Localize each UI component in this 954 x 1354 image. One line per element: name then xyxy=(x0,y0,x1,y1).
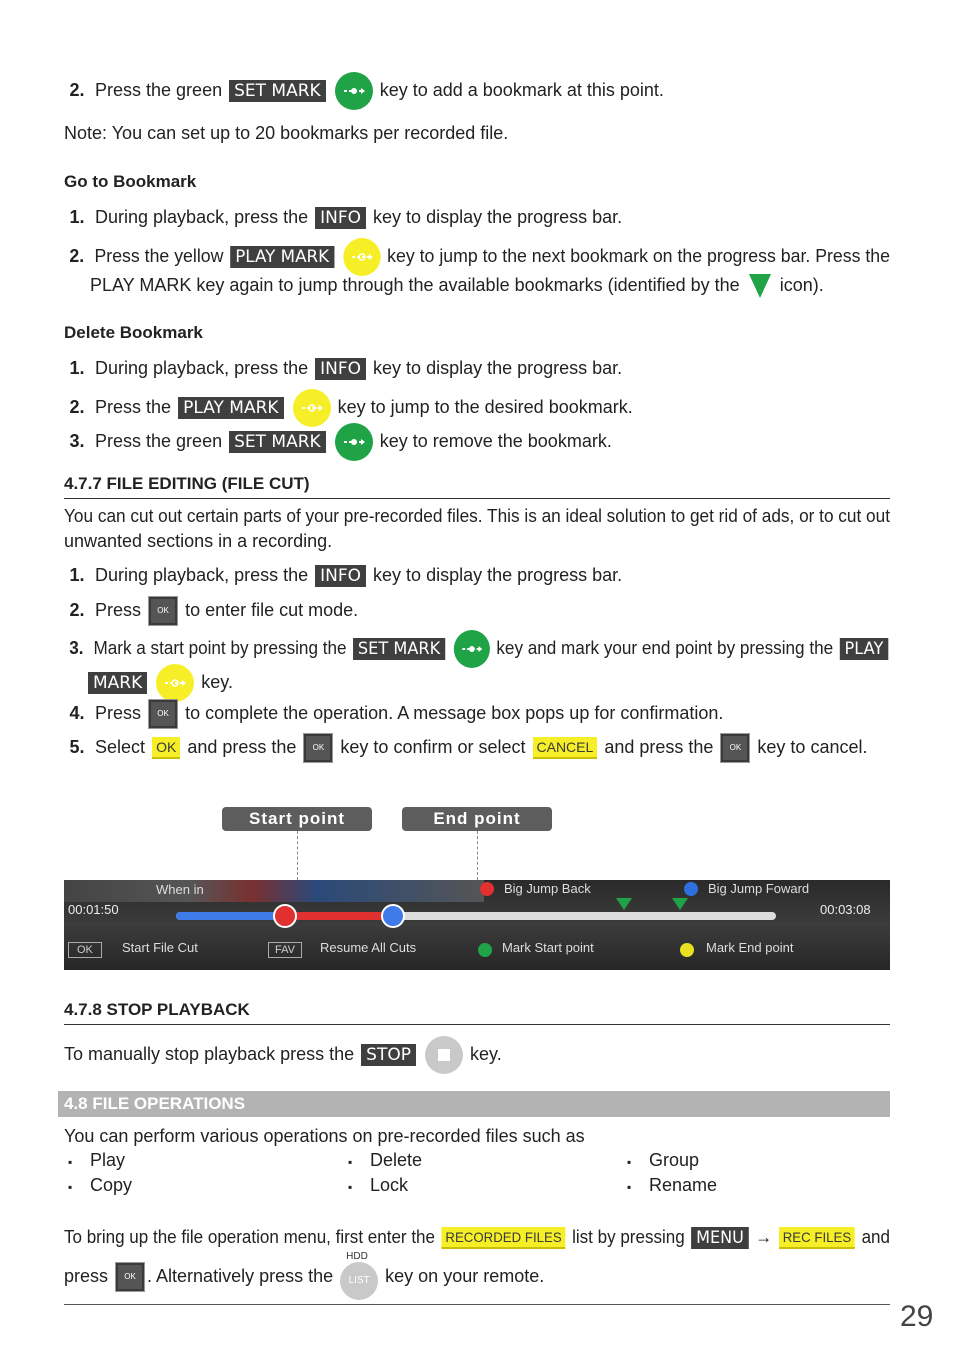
step-text: key to confirm or select xyxy=(340,736,526,757)
step-text: Press the green xyxy=(95,79,223,100)
file-editing-heading: 4.7.7 FILE EDITING (FILE CUT) xyxy=(64,474,310,493)
cut-step-5 xyxy=(64,733,867,763)
operation-item: ▪ Play xyxy=(68,1147,125,1175)
set-mark-button-icon xyxy=(454,630,490,668)
step-text: During playback, press the xyxy=(95,207,309,227)
menu-key-label: MENU xyxy=(691,1227,748,1249)
play-mark-key-label: PLAY xyxy=(840,638,888,660)
bookmark-triangle-icon xyxy=(672,898,688,910)
step-number: 1. xyxy=(69,358,85,378)
step-text: key on your remote. xyxy=(385,1265,545,1286)
set-mark-key-label: SET MARK xyxy=(229,431,326,453)
play-mark-button-icon xyxy=(293,389,331,427)
operation-item: ▪ Rename xyxy=(627,1172,717,1200)
step-text: key to display the progress bar. xyxy=(373,207,623,227)
mark-start-label: Mark Start point xyxy=(502,940,594,955)
end-point-callout: End point xyxy=(402,807,552,831)
cut-segment xyxy=(284,912,392,920)
when-in-label: When in xyxy=(156,882,204,897)
ok-key-icon: OK xyxy=(720,733,750,763)
goto-step-2 xyxy=(64,238,890,276)
step-text: and xyxy=(861,1227,890,1247)
progress-track xyxy=(176,912,776,920)
cut-step-1 xyxy=(64,562,622,588)
step-text: Press the green xyxy=(95,430,223,451)
cut-step-2 xyxy=(64,596,358,626)
step-text: To bring up the file operation menu, first enter the xyxy=(64,1227,435,1247)
play-mark-button-icon xyxy=(343,238,380,276)
stop-playback-heading: 4.7.8 STOP PLAYBACK xyxy=(64,1000,250,1019)
big-jump-back-label: Big Jump Back xyxy=(504,881,591,896)
file-cut-screenshot xyxy=(64,800,890,970)
set-mark-button-icon xyxy=(335,423,373,461)
step-text: Mark a start point by pressing the xyxy=(93,637,347,658)
step-text: key. xyxy=(470,1043,502,1064)
file-editing-intro-1: You can cut out certain parts of your pre-recorded files. This is an ideal solution to get rid of ads, or to cut out xyxy=(64,506,890,526)
goto-bookmark-heading: Go to Bookmark xyxy=(64,172,197,191)
step-text: Select xyxy=(95,736,146,757)
hdd-label: HDD xyxy=(346,1251,368,1262)
operation-item: ▪ Group xyxy=(627,1147,699,1175)
step-number: 3. xyxy=(69,637,84,658)
cut-step-4 xyxy=(64,699,723,729)
bookmark-triangle-icon xyxy=(616,898,632,910)
play-mark-key-label: PLAY MARK xyxy=(178,397,283,419)
step-text: key to display the progress bar. xyxy=(373,358,623,378)
start-point-callout: Start point xyxy=(222,807,372,831)
file-menu-instruction-2 xyxy=(64,1251,545,1296)
bookmark-triangle-icon xyxy=(749,274,771,298)
play-mark-key-label: PLAY MARK xyxy=(230,246,334,268)
step-number: 2. xyxy=(69,599,85,620)
info-key-label: INFO xyxy=(315,565,366,587)
step-number: 4. xyxy=(69,702,85,723)
end-point-marker xyxy=(381,904,405,928)
goto-step-2-continued xyxy=(90,272,824,298)
delete-step-1 xyxy=(64,355,622,381)
hdd-list-key xyxy=(338,1251,380,1296)
step-text: to enter file cut mode. xyxy=(185,599,359,620)
step-number: 3. xyxy=(69,430,85,451)
step-text: key to remove the bookmark. xyxy=(379,430,612,451)
step-text: press xyxy=(64,1265,109,1286)
info-key-label: INFO xyxy=(315,207,366,229)
big-jump-forward-label: Big Jump Foward xyxy=(708,881,810,896)
red-button-icon xyxy=(480,882,494,896)
stop-button-icon xyxy=(425,1036,463,1074)
ok-key-icon: OK xyxy=(115,1262,145,1292)
play-mark-key-label: MARK xyxy=(88,672,147,694)
step-text: to complete the operation. A message box pops up for confirmation. xyxy=(185,702,724,723)
cancel-option-label: CANCEL xyxy=(533,737,598,759)
start-file-cut-label: Start File Cut xyxy=(122,940,198,955)
step-text: . Alternatively press the xyxy=(147,1265,334,1286)
step-text: To manually stop playback press the xyxy=(64,1043,355,1064)
ok-key-chip: OK xyxy=(68,942,102,958)
set-mark-button-icon xyxy=(335,72,373,110)
mark-end-label: Mark End point xyxy=(706,940,794,955)
step-text: key to add a bookmark at this point. xyxy=(379,79,664,100)
start-point-marker xyxy=(273,904,297,928)
step-number: 2. xyxy=(69,245,85,266)
step-text: list by pressing xyxy=(572,1227,685,1247)
ok-key-icon: OK xyxy=(148,596,178,626)
ok-key-icon: OK xyxy=(303,733,333,763)
delete-step-2 xyxy=(64,389,633,427)
info-key-label: INFO xyxy=(315,358,366,380)
footer-divider xyxy=(64,1304,890,1305)
step-text: Press xyxy=(95,599,142,620)
fav-key-chip: FAV xyxy=(268,942,302,958)
file-editing-intro-2: unwanted sections in a recording. xyxy=(64,531,333,551)
step-text: key and mark your end point by pressing the xyxy=(496,637,834,658)
step-text: key to jump to the next bookmark on the progress bar. Press the xyxy=(387,245,890,266)
arrow-icon: → xyxy=(755,1227,773,1247)
file-operations-heading: 4.8 FILE OPERATIONS xyxy=(64,1094,246,1113)
blue-button-icon xyxy=(684,882,698,896)
step-text: PLAY MARK key again to jump through the available bookmarks (identified by the xyxy=(90,275,740,295)
ok-option-label: OK xyxy=(152,737,180,759)
step-text: and press the xyxy=(187,736,297,757)
osd-panel xyxy=(64,880,890,970)
resume-all-cuts-label: Resume All Cuts xyxy=(320,940,417,955)
delete-step-3 xyxy=(64,423,612,461)
step-number: 1. xyxy=(69,565,85,585)
file-menu-instruction-1 xyxy=(64,1224,890,1250)
cut-step-3-continued xyxy=(88,664,233,702)
step-text: During playback, press the xyxy=(95,358,309,378)
step-text: icon). xyxy=(779,275,824,295)
rec-files-label: REC FILES xyxy=(779,1227,855,1249)
time-start: 00:01:50 xyxy=(68,902,119,917)
video-strip xyxy=(64,880,484,902)
section-divider xyxy=(64,498,890,499)
step-text: key to display the progress bar. xyxy=(373,565,623,585)
step-number: 1. xyxy=(69,207,85,227)
step-text: key. xyxy=(201,671,233,692)
step-number: 5. xyxy=(69,736,85,757)
list-button-icon: LIST xyxy=(340,1262,378,1300)
delete-bookmark-heading: Delete Bookmark xyxy=(64,323,203,342)
cut-step-3 xyxy=(64,630,890,668)
set-mark-key-label: SET MARK xyxy=(353,638,445,660)
file-operations-section-bar xyxy=(58,1091,890,1117)
operation-item: ▪ Delete xyxy=(348,1147,422,1175)
step-text: and press the xyxy=(604,736,714,757)
set-mark-key-label: SET MARK xyxy=(229,80,326,102)
operation-item: ▪ Copy xyxy=(68,1172,132,1200)
step-text: key to jump to the desired bookmark. xyxy=(337,396,633,417)
step-text: During playback, press the xyxy=(95,565,309,585)
step-text: key to cancel. xyxy=(757,736,868,757)
green-button-icon xyxy=(478,943,492,957)
play-mark-button-icon xyxy=(156,664,194,702)
set-mark-step-2 xyxy=(64,72,664,110)
page-number: 29 xyxy=(900,1300,934,1333)
ok-key-icon: OK xyxy=(148,699,178,729)
stop-key-label: STOP xyxy=(361,1044,416,1066)
step-number: 2. xyxy=(69,396,85,417)
section-divider xyxy=(64,1024,890,1025)
operation-item: ▪ Lock xyxy=(348,1172,408,1200)
recorded-files-label: RECORDED FILES xyxy=(442,1227,566,1249)
file-operations-intro: You can perform various operations on pre-recorded files such as xyxy=(64,1126,585,1146)
goto-step-1 xyxy=(64,204,622,230)
time-end: 00:03:08 xyxy=(820,902,871,917)
step-number: 2. xyxy=(69,79,85,100)
step-text: Press xyxy=(95,702,142,723)
step-text: Press the xyxy=(95,396,172,417)
step-text: Press the yellow xyxy=(94,245,224,266)
yellow-button-icon xyxy=(680,943,694,957)
bookmark-note: Note: You can set up to 20 bookmarks per recorded file. xyxy=(64,123,509,143)
stop-playback-text xyxy=(64,1036,502,1074)
